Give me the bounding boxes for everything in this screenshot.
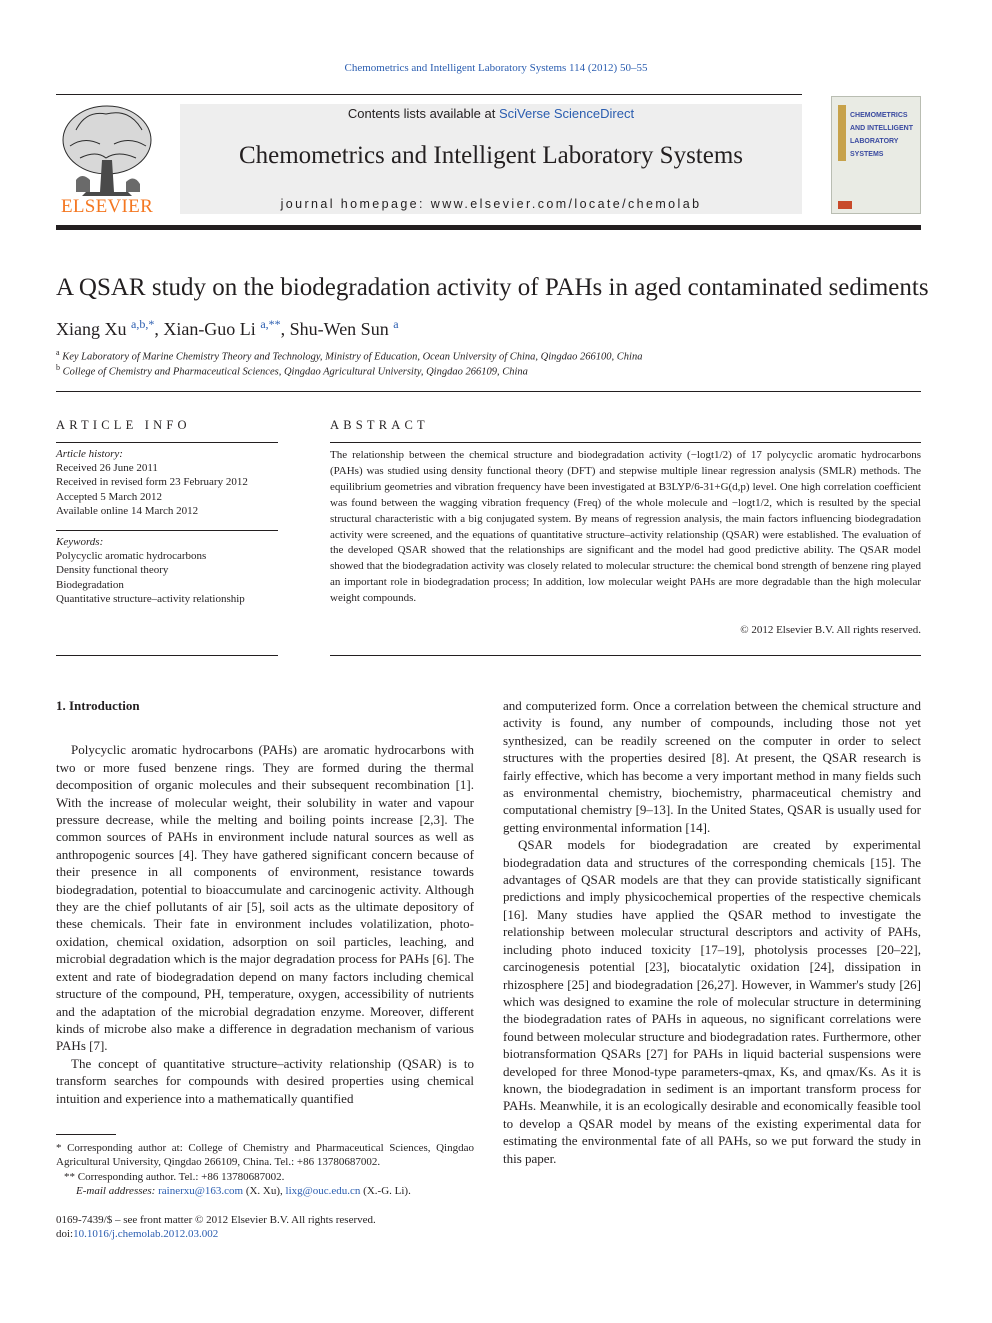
abstract-text: The relationship between the chemical structure and biodegradation activity (−logt1/2) of 17 polycyclic aromatic hydrocarbons (PAHs) was studied using density functional theory (DFT) and stepwise multiple linear regression analysis (SMLR) methods. The equilibrium geometries and vibration frequency have been investigated at B3LYP/6-31+G(d,p) level. One high correlation coefficient was found between the wagging vibration frequency (Freq) of the whole molecule and −logt1/2, which is resulted by the special structural characteristic with a big conjugated system. By means of regression analysis, the main factors influencing biodegradation activity were screened, and the equations of quantitative structure–activity relationship (QSAR) were established. The evaluation of the developed QSAR showed that the relationships are significant and the model had good predictive ability. The QSAR model showed that the biodegradation activity was closely related to molecular structure: the chemical bond strength of benzene ring played an important role in biodegradation process; In addition, low molecular weight PAHs are more degradable than the high molecular weight compounds. <box>330 449 921 605</box>
abstract-rule <box>330 655 921 656</box>
keyword: Polycyclic aromatic hydrocarbons <box>56 550 207 563</box>
cover-title: CHEMOMETRICS AND INTELLIGENT LABORATORY SYSTEMS <box>850 112 913 158</box>
affiliation-text: College of Chemistry and Pharmaceutical Sciences, Qingdao Agricultural University, Qingdao 266109, China <box>62 366 528 378</box>
body-column-left <box>56 697 474 1107</box>
affiliation-text: Key Laboratory of Marine Chemistry Theory and Technology, Ministry of Education, Ocean University of China, Qingdao 266100, China <box>62 351 643 363</box>
article-info-heading: ARTICLE INFO <box>56 418 191 432</box>
corresponding-author-note: * Corresponding author at: College of Chemistry and Pharmaceutical Sciences, Qingdao Agricultural University, Qingdao 266109, China. Tel.: +86 13780687002. <box>56 1142 474 1169</box>
keywords <box>56 535 278 606</box>
article-info-rule <box>56 530 278 531</box>
section-rule <box>56 391 921 392</box>
history-item: Received in revised form 23 February 2012 <box>56 476 248 489</box>
journal-homepage[interactable]: journal homepage: www.elsevier.com/locate/chemolab <box>280 197 702 211</box>
email-owner: (X.-G. Li). <box>360 1185 411 1198</box>
contents-prefix: Contents lists available at <box>347 106 499 121</box>
journal-title: Chemometrics and Intelligent Laboratory Systems <box>238 142 744 169</box>
doi-link[interactable]: 10.1016/j.chemolab.2012.03.002 <box>73 1228 219 1241</box>
corresponding-author-note: ** Corresponding author. Tel.: +86 13780687002. <box>64 1170 285 1183</box>
doi-label: doi: <box>56 1228 74 1241</box>
copyright-line: © 2012 Elsevier B.V. All rights reserved. <box>740 624 921 636</box>
author-marks[interactable]: a,b,* <box>131 317 155 331</box>
email-owner: (X. Xu), <box>243 1185 286 1198</box>
author-name: Shu-Wen Sun <box>289 319 389 339</box>
footnotes <box>56 1141 474 1199</box>
abstract-rule <box>330 442 921 443</box>
body-column-right <box>503 697 921 1167</box>
keyword: Density functional theory <box>56 564 169 577</box>
article-history <box>56 447 278 518</box>
affiliation <box>56 348 642 363</box>
doi-line <box>56 1227 474 1241</box>
affiliation <box>56 363 528 378</box>
body-paragraph: The concept of quantitative structure–activity relationship (QSAR) is to transform searches for compounds with desired properties using chemical intuition and experience into a mathematically quantified <box>56 1055 474 1106</box>
affiliation-mark: b <box>56 363 60 372</box>
abstract-heading: ABSTRACT <box>330 418 429 432</box>
section-heading: 1. Introduction <box>56 698 140 713</box>
elsevier-wordmark: ELSEVIER <box>60 196 154 217</box>
article-info-rule <box>56 655 278 656</box>
bottom-meta <box>56 1213 474 1242</box>
body-paragraph: Polycyclic aromatic hydrocarbons (PAHs) are aromatic hydrocarbons with two or more fused benzene rings. They are formed during the thermal decomposition of organic molecules and their subsequent recombination [1]. With the increase of molecular weight, their solubility in water and vapour pressure decrease, while the melting and boiling points increase [2,3]. The common sources of PAHs in environment include natural sources as well as anthropogenic sources [4]. They have gathered significant concern because of their presence in all components of environment, resistance towards biodegradation, potential to bioaccumulate and carcinogenic activity. Although they are the chief pollutants of air [5], soil acts as the ultimate depository of these chemicals. Their fate in environment includes volatilization, photo-oxidation, chemical oxidation, adsorption on soil particles, leaching, and microbial degradation which is the major degradation process for PAHs [6]. The extent and rate of biodegradation depend on many factors including chemical structure of the compound, PH, temperature, oxygen, accessibility of nutrients and the adaptation of the microbial degradation enzyme. Moreover, different kinds of microbe also make a difference in degradation mechanism of various PAHs [7]. <box>56 742 474 1054</box>
author-name: Xian-Guo Li <box>163 319 256 339</box>
journal-reference-link[interactable]: Chemometrics and Intelligent Laboratory Systems 114 (2012) 50–55 <box>344 62 648 74</box>
author-marks[interactable]: a <box>393 317 399 331</box>
email-label: E-mail addresses: <box>76 1185 156 1198</box>
history-label: Article history: <box>56 448 123 460</box>
author-list: Xiang Xu $^{a,b,*}$, Xian-Guo Li $^{a,**}$, Shu-Wen Sun $^a$ <box>56 317 399 339</box>
email-line <box>56 1184 474 1198</box>
affiliation-mark: a <box>56 348 60 357</box>
sciencedirect-link[interactable]: SciVerse ScienceDirect <box>498 106 635 121</box>
history-item: Available online 14 March 2012 <box>56 504 199 517</box>
history-item: Accepted 5 March 2012 <box>56 490 162 503</box>
body-paragraph: QSAR models for biodegradation are created by experimental biodegradation data and structures of the corresponding chemicals [15]. The advantages of QSAR models are that they can provide statistically significant predictions and imply physicochemical properties of the respective chemicals [16]. Many studies have applied the QSAR method to investigate the relationship between molecular structural descriptors and activity of PAHs, including photo induced toxicity [17–19], photolysis processes [20–22], carcinogenesis potential [23], biocatalytic oxidation [24], dissipation in rhizosphere [25] and biodegradation [26,27]. However, in Wammer's study [26] which was designed to examine the role of molecular structure in determining the biodegradation rates of PAHs in aqueous, no significant correlations were found between molecular structure and biodegradation rates. Furthermore, other biotransformation QSARs [27] for PAHs in liquid bacterial suspensions were developed for three Monod-type parameters-qmax, Ks, and qmax/Ks. As it is known, the biodegradation in sediment is an important transform process for PAHs. Meanwhile, it is an ecologically desirable and economically feasible tool to develop a QSAR model by means of the existing experimental data for estimating the environmental fate of all PAHs, so we put forward the study in this paper. <box>503 837 921 1166</box>
header-thick-rule <box>56 225 921 230</box>
footnote-rule <box>56 1134 116 1135</box>
email-link[interactable]: rainerxu@163.com <box>158 1185 244 1198</box>
article-info-rule <box>56 442 278 443</box>
keyword: Quantitative structure–activity relationship <box>56 592 245 605</box>
journal-cover-image <box>831 96 921 214</box>
issn-line: 0169-7439/$ – see front matter © 2012 Elsevier B.V. All rights reserved. <box>56 1214 376 1226</box>
contents-line <box>180 106 802 121</box>
article-title: A QSAR study on the biodegradation activity of PAHs in aged contaminated sediments <box>56 274 929 301</box>
history-item: Received 26 June 2011 <box>56 462 158 475</box>
keyword: Biodegradation <box>56 578 124 591</box>
keywords-label: Keywords: <box>56 536 104 548</box>
author-name: Xiang Xu <box>56 319 127 339</box>
header-rule <box>56 94 802 95</box>
author-marks[interactable]: a,** <box>260 317 281 331</box>
body-paragraph: and computerized form. Once a correlation between the chemical structure and activity is found, any number of compounds, including those not yet synthesized, can be readily screened on the computer in order to select structures with the properties desired [8]. At present, the QSAR research is fairly effective, which has become a very important method in many fields such as environmental chemistry, biochemistry, pharmaceutical chemistry and computational chemistry [9–13]. In the United States, QSAR is usually used for getting environmental information [14]. <box>503 698 921 835</box>
email-link[interactable]: lixg@ouc.edu.cn <box>285 1185 361 1198</box>
